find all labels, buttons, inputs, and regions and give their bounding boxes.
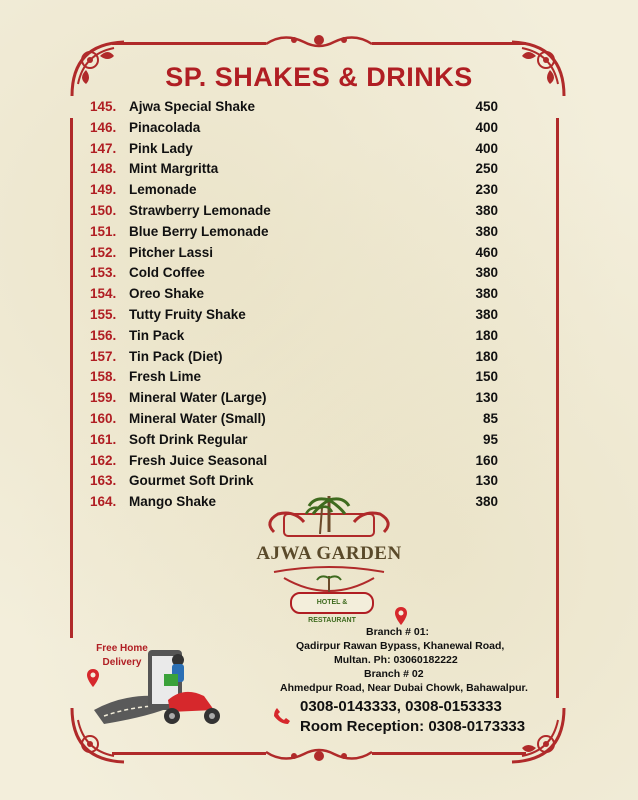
menu-item-number: 161.: [90, 431, 117, 447]
menu-item-number: 152.: [90, 244, 117, 260]
menu-item: [90, 265, 500, 286]
left-border-line: [70, 118, 73, 638]
logo-name: AJWA GARDEN: [256, 543, 402, 564]
menu-item-price: 380: [475, 494, 498, 510]
menu-item-number: 157.: [90, 348, 117, 364]
menu-item-price: 230: [475, 182, 498, 198]
menu-item-number: 164.: [90, 494, 117, 510]
phone-icon: [272, 706, 292, 726]
menu-item-name: Blue Berry Lemonade: [129, 223, 269, 239]
menu-item-name: Tin Pack: [129, 327, 185, 343]
bottom-border-line-left: [112, 752, 266, 755]
free-delivery-line1: Free Home: [96, 643, 148, 654]
menu-item-price: 180: [475, 327, 498, 343]
menu-item-price: 85: [482, 410, 498, 426]
menu-item: [90, 349, 500, 370]
right-border-line: [556, 118, 559, 698]
menu-item-name: Fresh Lime: [129, 369, 202, 385]
bottom-center-ornament-icon: [264, 742, 374, 766]
menu-item: [90, 161, 500, 182]
room-reception-phone: Room Reception: 0308-0173333: [300, 718, 526, 735]
free-delivery-label: [92, 642, 152, 670]
menu-item: [90, 245, 500, 266]
menu-item-name: Pitcher Lassi: [129, 244, 214, 260]
top-center-ornament-icon: [264, 30, 374, 54]
menu-item-name: Pinacolada: [129, 119, 201, 135]
delivery-pin-icon: [86, 668, 100, 688]
menu-item-name: Pink Lady: [129, 140, 193, 156]
menu-item-price: 160: [475, 452, 498, 468]
menu-item-number: 145.: [90, 99, 117, 114]
menu-item-price: 180: [475, 348, 498, 364]
menu-item-number: 156.: [90, 327, 117, 343]
menu-item: [90, 224, 500, 245]
menu-item-price: 380: [475, 202, 498, 218]
menu-item-name: Tutty Fruity Shake: [129, 306, 246, 322]
menu-item-name: Lemonade: [129, 182, 197, 198]
menu-item-number: 163.: [90, 473, 117, 489]
menu-item-price: 250: [475, 161, 498, 177]
menu-item: [90, 307, 500, 328]
corner-ornament-bottom-right-icon: [502, 700, 572, 770]
contact-phones: 0308-0143333, 0308-0153333: [300, 698, 502, 715]
menu-item-name: Oreo Shake: [129, 286, 205, 302]
menu-item-price: 95: [482, 431, 498, 447]
menu-item-number: 154.: [90, 286, 117, 302]
menu-item-number: 160.: [90, 410, 117, 426]
menu-item: [90, 390, 500, 411]
menu-list: [90, 99, 500, 515]
menu-item-name: Gourmet Soft Drink: [129, 473, 254, 489]
logo-tagline: HOTEL & RESTAURANT: [290, 592, 374, 614]
menu-item-number: 158.: [90, 369, 117, 385]
menu-item: [90, 99, 500, 120]
menu-item-price: 150: [475, 369, 498, 385]
menu-item: [90, 328, 500, 349]
menu-item-price: 380: [475, 265, 498, 281]
menu-item-number: 148.: [90, 161, 117, 177]
branch-2-address: Ahmedpur Road, Near Dubai Chowk, Bahawalpur.: [280, 682, 528, 694]
menu-item-number: 149.: [90, 182, 117, 198]
menu-item: [90, 432, 500, 453]
menu-item: [90, 182, 500, 203]
menu-item: [90, 411, 500, 432]
menu-item: [90, 369, 500, 390]
location-pin-icon: [394, 606, 408, 626]
menu-item-name: Strawberry Lemonade: [129, 202, 271, 218]
menu-item-price: 130: [475, 390, 498, 406]
menu-item-name: Mint Margritta: [129, 161, 219, 177]
top-border-line-left: [112, 42, 266, 45]
menu-item-name: Soft Drink Regular: [129, 431, 248, 447]
menu-item: [90, 141, 500, 162]
menu-item-name: Mineral Water (Small): [129, 410, 266, 426]
menu-item-price: 400: [475, 140, 498, 156]
menu-item: [90, 203, 500, 224]
menu-item-price: 400: [475, 119, 498, 135]
branch-1-address: Qadirpur Rawan Bypass, Khanewal Road,: [296, 640, 505, 652]
menu-item-number: 162.: [90, 452, 117, 468]
page-title: SP. SHAKES & DRINKS: [165, 62, 473, 92]
menu-item: [90, 120, 500, 141]
branch-1-label: Branch # 01:: [366, 626, 430, 638]
menu-item-number: 150.: [90, 202, 117, 218]
menu-item-number: 153.: [90, 265, 117, 281]
menu-item-name: Mango Shake: [129, 494, 217, 510]
menu-item: [90, 286, 500, 307]
menu-item-price: 380: [475, 223, 498, 239]
menu-item-name: Tin Pack (Diet): [129, 348, 223, 364]
branch-2-label: Branch # 02: [364, 668, 424, 680]
menu-item-name: Mineral Water (Large): [129, 390, 267, 406]
menu-item-price: 380: [475, 286, 498, 302]
menu-item-name: Fresh Juice Seasonal: [129, 452, 268, 468]
menu-item-price: 450: [475, 99, 498, 114]
menu-item-number: 151.: [90, 223, 117, 239]
menu-item-price: 380: [475, 306, 498, 322]
menu-item-name: Ajwa Special Shake: [129, 99, 256, 114]
menu-item-number: 155.: [90, 306, 117, 322]
menu-item-number: 147.: [90, 140, 117, 156]
menu-item-name: Cold Coffee: [129, 265, 205, 281]
free-delivery-line2: Delivery: [102, 657, 142, 668]
menu-item-price: 460: [475, 244, 498, 260]
menu-item: [90, 453, 500, 474]
menu-item-price: 130: [475, 473, 498, 489]
menu-item-number: 159.: [90, 390, 117, 406]
menu-item-number: 146.: [90, 119, 117, 135]
branch-1-phone: Multan. Ph: 03060182222: [334, 654, 458, 666]
